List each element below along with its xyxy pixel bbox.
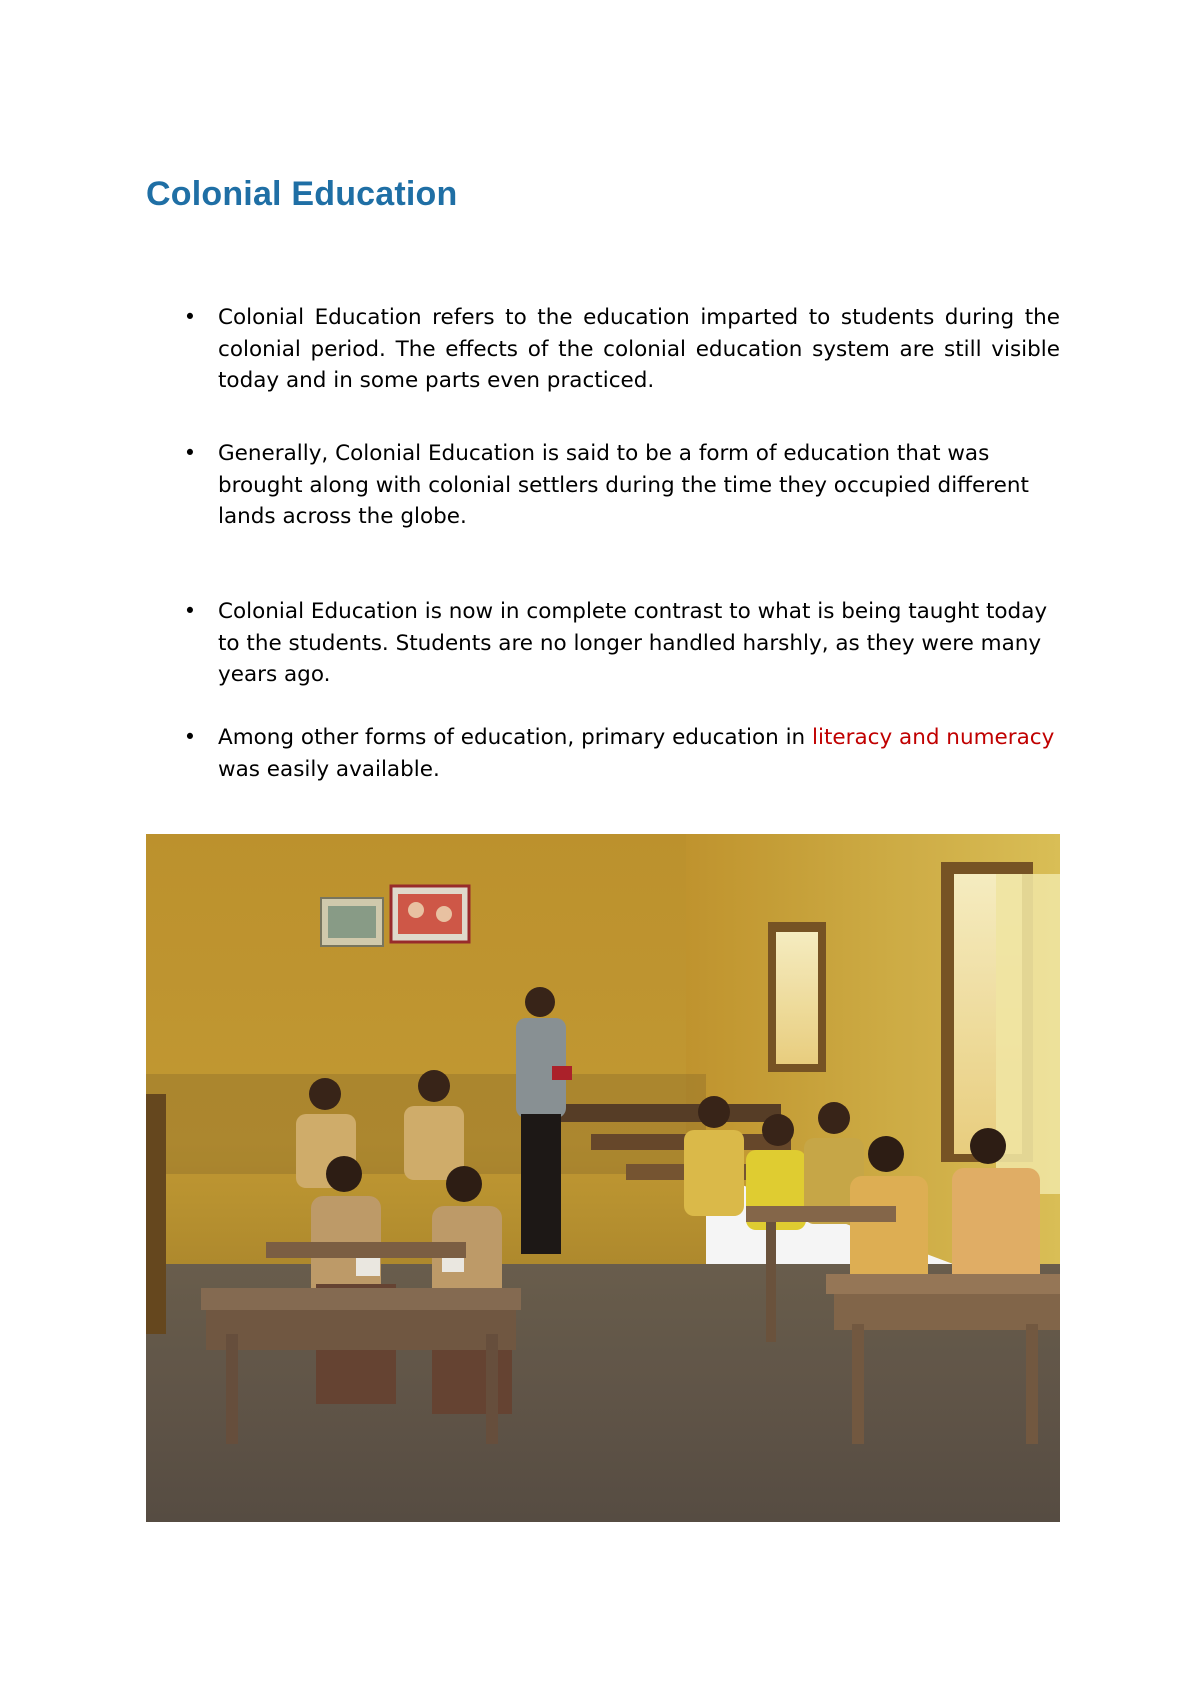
highlighted-term: literacy and numeracy — [812, 725, 1055, 750]
bullet-text-after: was easily available. — [218, 756, 440, 782]
bullet-dot-icon: • — [183, 725, 197, 749]
bullet-item — [183, 722, 1060, 785]
bullet-dot-icon: • — [183, 441, 197, 465]
bullet-item — [183, 596, 1048, 691]
bullet-text: Colonial Education is now in complete contrast to what is being taught today to the students. Students are no longer handled harshly, as they were many years ago. — [218, 599, 1048, 687]
bullet-dot-icon: • — [183, 599, 197, 623]
bullet-item — [183, 438, 1048, 533]
bullet-text: Generally, Colonial Education is said to be a form of education that was brought along with colonial settlers during the time they occupied different lands across the globe. — [218, 441, 1029, 529]
classroom-photo — [146, 834, 1060, 1522]
bullet-item — [183, 302, 1060, 397]
page-title: Colonial Education — [146, 175, 458, 213]
bullet-text: Colonial Education refers to the education imparted to students during the colonial period. The effects of the colonial education system are still visible today and in some parts even practiced. — [218, 305, 1060, 393]
bullet-text — [218, 722, 1060, 785]
bullet-text-before: Among other forms of education, primary education in — [218, 725, 813, 750]
bullet-dot-icon: • — [183, 305, 197, 329]
